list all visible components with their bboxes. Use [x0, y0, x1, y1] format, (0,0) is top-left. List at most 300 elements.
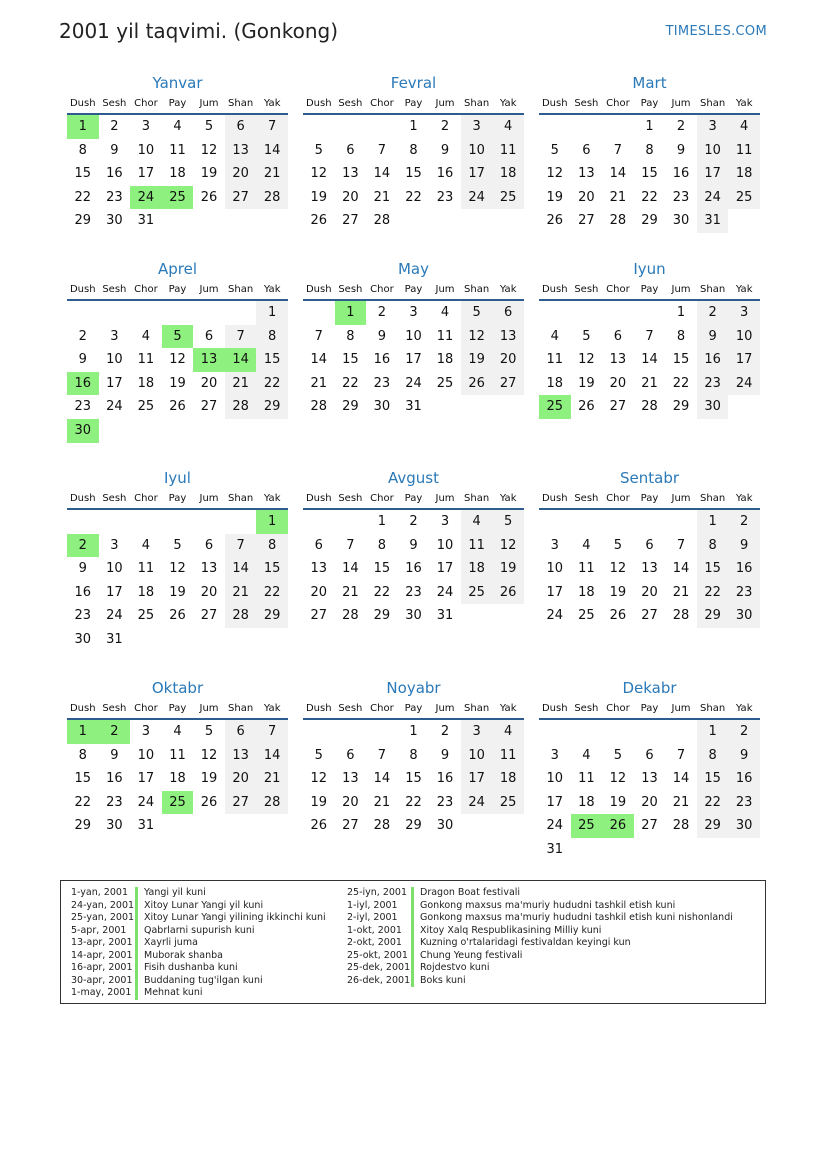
- day-cell: 6: [492, 301, 524, 325]
- day-cell: 10: [461, 139, 493, 163]
- day-cell: 5: [613, 747, 623, 763]
- week-row: [539, 557, 760, 581]
- day-cell: 13: [641, 771, 658, 787]
- day-cell: 21: [225, 372, 257, 396]
- day-cell: 23: [672, 189, 690, 205]
- day-cell: 15: [672, 352, 690, 368]
- day-cell: 20: [641, 794, 658, 810]
- weekday-label: Shan: [228, 703, 254, 714]
- weekday-label: Chor: [606, 284, 630, 295]
- day-cell: 30: [74, 631, 92, 647]
- day-cell: 3: [461, 720, 493, 744]
- day-cell: 3: [440, 514, 450, 529]
- day-cell: 6: [582, 142, 591, 158]
- weekday-label: Dush: [541, 98, 568, 109]
- day-cell: 23: [106, 189, 123, 205]
- day-cell-empty: [728, 209, 760, 233]
- day-cell: 17: [546, 794, 564, 810]
- day-cell: 8: [697, 534, 729, 558]
- day-cell: 8: [409, 142, 418, 158]
- day-cell: 12: [492, 534, 524, 558]
- week-row: [67, 557, 288, 581]
- legend-column-2: [347, 887, 733, 987]
- day-cell-empty: [634, 301, 666, 325]
- day-cell: 1: [335, 301, 367, 325]
- day-cell: 24: [436, 584, 454, 600]
- weekday-label: Pay: [640, 284, 659, 295]
- legend-holiday-name: Dragon Boat festivali: [420, 887, 521, 898]
- weekday-label: Shan: [228, 98, 254, 109]
- legend-color-bar: [135, 937, 138, 950]
- day-cell: 25: [492, 186, 524, 210]
- day-cell: 12: [169, 352, 186, 368]
- day-cell: 23: [436, 189, 454, 205]
- day-cell: 22: [672, 375, 690, 391]
- day-cell: 3: [110, 537, 119, 553]
- day-cell-empty: [335, 720, 367, 744]
- week-row: [67, 581, 288, 605]
- legend-date: 2-iyl, 2001: [347, 912, 398, 923]
- weekday-label: Dush: [69, 703, 96, 714]
- weekday-label: Chor: [606, 98, 630, 109]
- day-cell: 31: [137, 818, 155, 834]
- day-cell: 7: [377, 747, 387, 763]
- weekday-label: Yak: [735, 284, 753, 295]
- day-cell: 23: [728, 581, 760, 605]
- day-cell-empty: [256, 628, 288, 652]
- day-cell: 29: [672, 399, 690, 415]
- day-cell: 26: [492, 581, 524, 605]
- day-cell: 21: [256, 162, 288, 186]
- day-cell: 31: [697, 209, 729, 233]
- day-cell: 5: [582, 328, 591, 344]
- day-cell-empty: [193, 301, 225, 325]
- day-cell: 23: [436, 794, 454, 810]
- day-cell: 19: [169, 584, 186, 600]
- legend-holiday-name: Yangi yil kuni: [144, 887, 206, 898]
- day-cell: 25: [461, 581, 493, 605]
- day-cell-empty: [303, 720, 335, 744]
- day-cell: 11: [137, 352, 155, 368]
- weekday-label: Pay: [168, 98, 187, 109]
- day-cell: 5: [613, 537, 623, 553]
- day-cell: 3: [461, 115, 493, 139]
- day-cell-empty: [571, 720, 603, 744]
- weekday-label: Dush: [541, 284, 568, 295]
- day-cell: 7: [314, 328, 323, 344]
- day-cell: 16: [436, 771, 454, 787]
- day-cell: 26: [310, 213, 328, 229]
- week-row: [303, 534, 524, 558]
- weekday-label: Pay: [640, 98, 659, 109]
- legend-item: [347, 937, 733, 950]
- day-cell-empty: [728, 395, 760, 419]
- weekday-header: [303, 490, 524, 510]
- page-title: 2001 yil taqvimi. (Gonkong): [59, 19, 338, 43]
- day-cell: 15: [405, 771, 422, 787]
- day-cell: 14: [225, 557, 257, 581]
- day-cell-empty: [571, 510, 603, 534]
- day-cell-empty: [539, 301, 571, 325]
- day-cell: 24: [137, 794, 155, 810]
- day-cell-empty: [429, 395, 461, 419]
- weekday-label: Sesh: [338, 493, 363, 504]
- day-cell: 13: [641, 561, 658, 577]
- day-cell: 26: [200, 794, 218, 810]
- weekday-label: Jum: [435, 284, 455, 295]
- day-cell: 8: [78, 747, 87, 763]
- day-cell-empty: [303, 510, 335, 534]
- day-cell-empty: [162, 814, 194, 838]
- day-cell: 16: [728, 767, 760, 791]
- month-name: Mart: [632, 74, 667, 92]
- legend-color-bar: [135, 962, 138, 975]
- weekday-label: Pay: [404, 98, 423, 109]
- day-cell: 18: [492, 162, 524, 186]
- day-cell: 27: [578, 213, 595, 229]
- day-cell-empty: [67, 301, 99, 325]
- day-cell: 13: [310, 561, 328, 577]
- day-cell: 9: [110, 747, 119, 763]
- week-row: [539, 791, 760, 815]
- day-cell-empty: [634, 510, 666, 534]
- day-cell-empty: [193, 510, 225, 534]
- day-cell-empty: [492, 395, 524, 419]
- day-cell-empty: [256, 209, 288, 233]
- weekday-header: [539, 281, 760, 301]
- day-cell: 17: [137, 166, 155, 182]
- weekday-label: Yak: [499, 493, 517, 504]
- week-row: [539, 814, 760, 838]
- day-cell: 27: [609, 399, 627, 415]
- day-cell: 5: [204, 724, 214, 739]
- day-cell: 8: [697, 744, 729, 768]
- day-cell: 26: [609, 608, 627, 624]
- day-cell: 25: [436, 375, 454, 391]
- legend-item: [347, 962, 733, 975]
- day-cell-empty: [99, 301, 131, 325]
- day-cell: 4: [461, 510, 493, 534]
- week-row: [303, 115, 524, 139]
- day-cell: 27: [200, 399, 218, 415]
- weekday-label: Shan: [700, 703, 726, 714]
- day-cell: 9: [78, 561, 87, 577]
- day-cell: 16: [67, 372, 99, 396]
- month-noyabr: [303, 677, 524, 838]
- day-cell: 21: [672, 584, 690, 600]
- day-cell: 13: [225, 744, 257, 768]
- day-cell: 16: [373, 352, 391, 368]
- day-cell: 1: [697, 720, 729, 744]
- week-row: [303, 162, 524, 186]
- day-cell: 29: [342, 399, 359, 415]
- day-cell: 26: [602, 814, 634, 838]
- weekday-label: Yak: [499, 98, 517, 109]
- day-cell: 2: [440, 724, 450, 739]
- day-cell-empty: [728, 838, 760, 862]
- day-cell: 5: [204, 119, 214, 134]
- day-cell: 14: [310, 352, 328, 368]
- week-row: [67, 395, 288, 419]
- weekday-label: Chor: [370, 703, 394, 714]
- day-cell: 31: [106, 631, 123, 647]
- day-cell: 23: [74, 399, 92, 415]
- day-cell: 16: [106, 166, 123, 182]
- day-cell: 14: [256, 139, 288, 163]
- month-may: [303, 258, 524, 419]
- day-cell-empty: [461, 395, 493, 419]
- legend-date: 16-apr, 2001: [71, 962, 133, 973]
- day-cell: 22: [405, 794, 422, 810]
- day-cell: 12: [578, 352, 595, 368]
- legend-holiday-name: Xitoy Xalq Respublikasining Milliy kuni: [420, 924, 602, 936]
- day-cell-empty: [571, 301, 603, 325]
- legend-date: 25-dek, 2001: [347, 962, 411, 973]
- day-cell: 23: [373, 375, 391, 391]
- day-cell: 18: [169, 166, 186, 182]
- day-cell: 20: [609, 375, 627, 391]
- week-row: [67, 744, 288, 768]
- day-cell: 1: [67, 720, 99, 744]
- day-cell: 29: [641, 213, 658, 229]
- legend-holiday-name: Gonkong maxsus ma'muriy hududni tashkil etish kuni: [420, 899, 676, 911]
- legend-date: 5-apr, 2001: [71, 924, 127, 936]
- day-cell: 16: [106, 771, 123, 787]
- day-cell: 13: [342, 771, 359, 787]
- weekday-label: Dush: [305, 98, 332, 109]
- day-cell: 10: [546, 561, 564, 577]
- week-row: [303, 557, 524, 581]
- day-cell: 3: [141, 724, 151, 739]
- day-cell: 16: [405, 561, 422, 577]
- day-cell: 6: [314, 537, 323, 553]
- weekday-header: [303, 95, 524, 115]
- day-cell: 12: [609, 771, 627, 787]
- day-cell: 14: [373, 166, 391, 182]
- day-cell: 4: [492, 720, 524, 744]
- day-cell: 11: [436, 328, 454, 344]
- weekday-label: Yak: [499, 284, 517, 295]
- day-cell: 24: [461, 186, 493, 210]
- day-cell: 7: [645, 328, 654, 344]
- day-cell: 17: [461, 162, 493, 186]
- day-cell-empty: [429, 209, 461, 233]
- day-cell: 28: [256, 186, 288, 210]
- day-cell: 15: [256, 557, 288, 581]
- day-cell: 3: [110, 328, 119, 344]
- week-row: [67, 139, 288, 163]
- legend-item: [71, 950, 326, 963]
- week-row: [539, 325, 760, 349]
- day-cell: 10: [106, 561, 123, 577]
- day-cell: 2: [697, 301, 729, 325]
- weekday-label: Chor: [134, 98, 158, 109]
- legend-item: [71, 962, 326, 975]
- legend-color-bar: [135, 912, 138, 925]
- day-cell: 22: [74, 189, 92, 205]
- day-cell: 9: [728, 534, 760, 558]
- day-cell-empty: [492, 209, 524, 233]
- day-cell: 7: [346, 537, 355, 553]
- day-cell: 18: [546, 375, 564, 391]
- day-cell: 21: [342, 584, 359, 600]
- day-cell: 10: [461, 744, 493, 768]
- week-row: [539, 301, 760, 325]
- day-cell: 14: [373, 771, 391, 787]
- day-cell: 10: [728, 325, 760, 349]
- day-cell: 10: [106, 352, 123, 368]
- day-cell-empty: [602, 115, 634, 139]
- week-row: [539, 139, 760, 163]
- day-cell: 27: [200, 608, 218, 624]
- day-cell: 31: [546, 841, 564, 857]
- day-cell: 31: [436, 608, 454, 624]
- day-cell: 9: [440, 747, 450, 763]
- day-cell: 1: [377, 514, 387, 529]
- weekday-label: Yak: [263, 703, 281, 714]
- day-cell: 12: [461, 325, 493, 349]
- day-cell-empty: [461, 814, 493, 838]
- day-cell: 20: [342, 189, 359, 205]
- day-cell: 17: [405, 352, 422, 368]
- day-cell: 28: [373, 213, 391, 229]
- day-cell: 20: [641, 584, 658, 600]
- day-cell: 16: [436, 166, 454, 182]
- weekday-label: Jum: [435, 703, 455, 714]
- week-row: [539, 186, 760, 210]
- weekday-label: Chor: [370, 98, 394, 109]
- day-cell-empty: [335, 115, 367, 139]
- weekday-label: Chor: [370, 493, 394, 504]
- holiday-legend: [60, 880, 766, 1004]
- day-cell-empty: [67, 510, 99, 534]
- day-cell-empty: [697, 838, 729, 862]
- day-cell: 5: [162, 325, 194, 349]
- month-name: Yanvar: [152, 74, 203, 92]
- month-yanvar: [67, 72, 288, 233]
- day-cell: 22: [342, 375, 359, 391]
- day-cell: 1: [697, 510, 729, 534]
- legend-color-bar: [411, 950, 414, 963]
- legend-holiday-name: Qabrlarni supurish kuni: [144, 924, 255, 936]
- site-link[interactable]: TIMESLES.COM: [665, 24, 767, 39]
- day-cell: 8: [377, 537, 387, 553]
- month-name: Iyul: [164, 469, 191, 487]
- weekday-label: Sesh: [574, 284, 599, 295]
- day-cell-empty: [225, 510, 257, 534]
- day-cell: 10: [405, 328, 422, 344]
- week-row: [67, 209, 288, 233]
- day-cell-empty: [256, 419, 288, 443]
- day-cell: 14: [609, 166, 627, 182]
- day-cell: 21: [373, 794, 391, 810]
- day-cell: 7: [256, 115, 288, 139]
- legend-column-1: [71, 887, 326, 1000]
- week-row: [67, 720, 288, 744]
- day-cell: 1: [256, 301, 288, 325]
- day-cell-empty: [225, 301, 257, 325]
- day-cell: 21: [641, 375, 658, 391]
- day-cell: 17: [728, 348, 760, 372]
- weekday-label: Chor: [606, 493, 630, 504]
- day-cell: 14: [672, 771, 690, 787]
- day-cell: 17: [461, 767, 493, 791]
- legend-color-bar: [135, 925, 138, 938]
- legend-item: [71, 925, 326, 938]
- month-fevral: [303, 72, 524, 233]
- day-cell: 27: [225, 791, 257, 815]
- day-cell: 22: [74, 794, 92, 810]
- weekday-label: Pay: [404, 284, 423, 295]
- weekday-header: [67, 700, 288, 720]
- legend-color-bar: [411, 887, 414, 900]
- day-cell-empty: [303, 301, 335, 325]
- day-cell-empty: [162, 301, 194, 325]
- day-cell: 19: [310, 189, 328, 205]
- day-cell: 6: [346, 747, 355, 763]
- day-cell: 24: [546, 818, 564, 834]
- day-cell: 17: [436, 561, 454, 577]
- day-cell: 24: [697, 186, 729, 210]
- week-row: [303, 209, 524, 233]
- day-cell: 18: [169, 771, 186, 787]
- day-cell: 3: [409, 305, 418, 320]
- legend-date: 25-iyn, 2001: [347, 887, 408, 898]
- day-cell: 6: [204, 537, 214, 553]
- day-cell: 21: [672, 794, 690, 810]
- day-cell: 7: [676, 747, 686, 763]
- day-cell: 24: [106, 399, 123, 415]
- weekday-label: Jum: [435, 493, 455, 504]
- day-cell-empty: [130, 301, 162, 325]
- legend-date: 1-yan, 2001: [71, 887, 128, 898]
- day-cell: 23: [697, 372, 729, 396]
- day-cell: 18: [436, 352, 454, 368]
- day-cell-empty: [162, 628, 194, 652]
- day-cell: 28: [641, 399, 658, 415]
- week-row: [303, 744, 524, 768]
- day-cell: 28: [342, 608, 359, 624]
- day-cell: 26: [169, 399, 186, 415]
- month-name: Iyun: [633, 260, 666, 278]
- weekday-header: [539, 490, 760, 510]
- weekday-label: Yak: [735, 98, 753, 109]
- weekday-label: Yak: [263, 98, 281, 109]
- day-cell: 9: [676, 142, 686, 158]
- weekday-label: Shan: [228, 284, 254, 295]
- legend-date: 25-okt, 2001: [347, 949, 408, 961]
- week-row: [303, 604, 524, 628]
- day-cell: 12: [310, 166, 328, 182]
- day-cell-empty: [539, 510, 571, 534]
- weekday-label: Sesh: [102, 703, 127, 714]
- weekday-label: Sesh: [338, 284, 363, 295]
- day-cell-empty: [539, 720, 571, 744]
- day-cell-empty: [602, 301, 634, 325]
- legend-date: 1-may, 2001: [71, 987, 132, 998]
- day-cell: 19: [310, 794, 328, 810]
- day-cell: 22: [697, 791, 729, 815]
- week-row: [539, 395, 760, 419]
- day-cell: 2: [377, 305, 387, 320]
- day-cell-empty: [602, 838, 634, 862]
- legend-item: [71, 887, 326, 900]
- day-cell: 27: [641, 818, 658, 834]
- month-iyul: [67, 467, 288, 652]
- day-cell: 23: [106, 794, 123, 810]
- day-cell-empty: [193, 209, 225, 233]
- weekday-label: Pay: [404, 703, 423, 714]
